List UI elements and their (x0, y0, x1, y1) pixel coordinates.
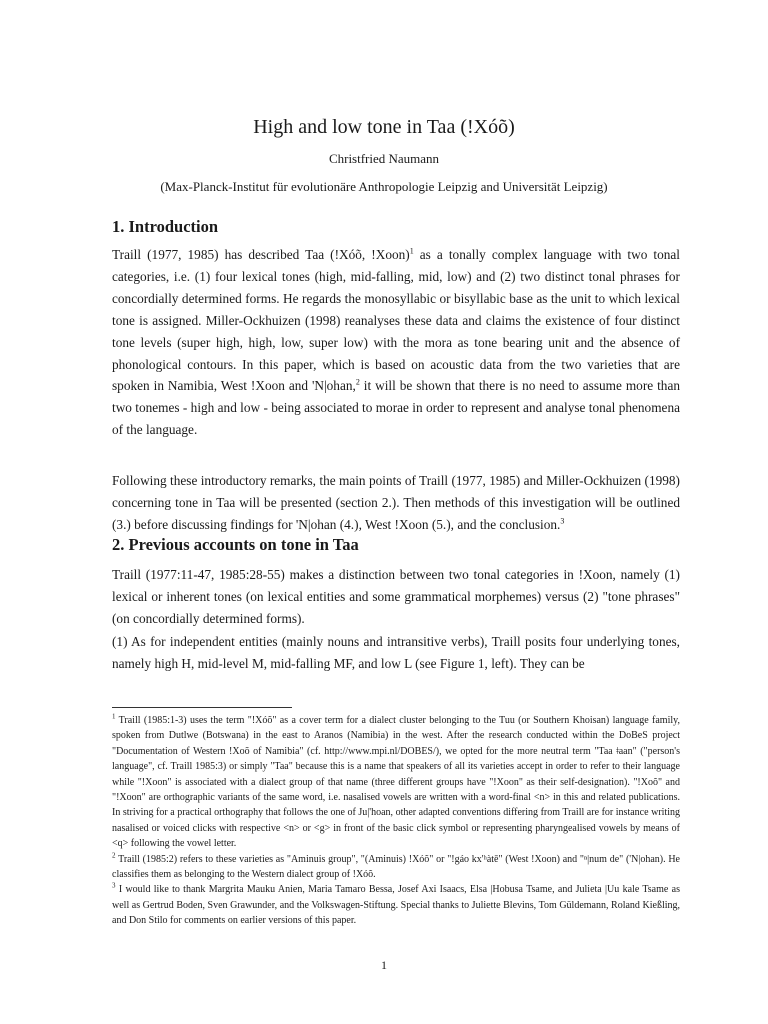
footnote-text: Traill (1985:1-3) uses the term "!Xóõ" as a cover term for a dialect cluster belonging to the Tuu (or Southern Khoisan) language family, spoken from Dutlwe (Botswana) in the east to Aranos (Namibia) in the west. After the research conducted within the DoBeS project "Documentation of Western !Xoõ of Namibia" (cf. http://www.mpi.nl/DOBES/), we opted for the more neutral term "Taa ǂaan" ("person's language", cf. Traill 1985:3) or simply "Taa" because this is a name that speakers of all its varieties accept in order to refer to their language while "!Xoon" is associated with a dialect group of that name (three different groups have "!Xoon" as their self-designation). "!Xoõ" and "!Xoon" are orthographic variants of the same word, i.e. nasalised vowels are written with a word-final <n> in this and related publications. In striving for a practical orthography that follows the one of Ju|'hoan, other adapted conventions differing from Traill are for instance writing nasalised or voiced clicks with respective <n> or <g> in front of the basic click symbol or representing pharyngealised vowels by means of <q> following the vowel letter. (112, 715, 680, 850)
footnote-1 (112, 713, 680, 852)
text-run: Traill (1977, 1985) has described Taa (!Xóõ, !Xoon) (112, 247, 410, 262)
footnote-ref-2[interactable]: 2 (355, 378, 360, 388)
footnote-number: 3 (112, 882, 116, 891)
section-heading-introduction: 1. Introduction (112, 217, 219, 236)
footnote-ref-3[interactable]: 3 (560, 516, 565, 526)
page-number: 1 (381, 958, 387, 972)
intro-paragraph-2 (112, 470, 680, 536)
section2-paragraph-1: Traill (1977:11-47, 1985:28-55) makes a distinction between two tonal categories in !Xoon, namely (1) lexical or inherent tones (on lexical entities and some grammatical morphemes) versus (2) "tone phrases" (on concordially determined forms). (112, 567, 680, 626)
footnote-3 (112, 882, 680, 928)
text-run: it will be shown that there is no need to assume more than two tonemes - high and low - being associated to morae in order to represent and analyse tonal phenomena of the language. (112, 378, 680, 438)
intro-paragraph-1 (112, 244, 680, 441)
footnotes (112, 713, 680, 929)
text-run: as a tonally complex language with two tonal categories, i.e. (1) four lexical tones (high, mid-falling, mid, low) and (2) two distinct tonal phrases for concordially determined forms. He regards the monosyllabic or bisyllabic base as the unit to which lexical tone is assigned. Miller-Ockhuizen (1998) reanalyses these data and claims the existence of four distinct tone levels (super high, high, low, super low) with the mora as tone bearing unit and the absence of phonological contours. In this paper, which is based on acoustic data from the two varieties that are spoken in Namibia, West !Xoon and 'N|ohan, (112, 247, 680, 394)
footnote-ref-1[interactable]: 1 (409, 246, 414, 256)
text-run: Following these introductory remarks, the main points of Traill (1977, 1985) and Miller-Ockhuizen (1998) concerning tone in Taa will be presented (section 2.). Then methods of this investigation will be outlined (3.) before discussing findings for 'N|ohan (4.), West !Xoon (5.), and the conclusion. (112, 473, 680, 532)
author-affiliation: (Max-Planck-Institut für evolutionäre Anthropologie Leipzig and Universität Leipzig) (160, 179, 608, 194)
section-heading-previous-accounts: 2. Previous accounts on tone in Taa (112, 535, 359, 554)
footnote-text: I would like to thank Margrita Mauku Anien, Maria Tamaro Bessa, Josef Axi Isaacs, Elsa |Hobusa Tsame, and Julieta |Uu kale Tsame as well as Gertrud Boden, Sven Grawunder, and the Volkswagen-Stiftung. Special thanks to Juliette Blevins, Tom Güldemann, Roland Kießling, and Don Stilo for comments on earlier versions of this paper. (112, 884, 680, 927)
footnote-separator (112, 707, 292, 708)
footnote-number: 1 (112, 712, 116, 721)
paper-title: High and low tone in Taa (!Xóõ) (253, 116, 515, 138)
footnote-text: Traill (1985:2) refers to these varieties as "Aminuis group", "(Aminuis) !Xóõ" or "!gáo kx'ʰàtē" (West !Xoon) and "ⁿ|num de" ('N|ohan). He classifies them as belonging to the Western dialect group of !Xóõ. (112, 853, 680, 881)
footnote-2 (112, 852, 680, 883)
section2-paragraph-2: (1) As for independent entities (mainly nouns and intransitive verbs), Traill posits four underlying tones, namely high H, mid-level M, mid-falling MF, and low L (see Figure 1, left). They can be (112, 634, 680, 671)
footnote-number: 2 (112, 851, 116, 860)
author-name: Christfried Naumann (328, 151, 440, 166)
